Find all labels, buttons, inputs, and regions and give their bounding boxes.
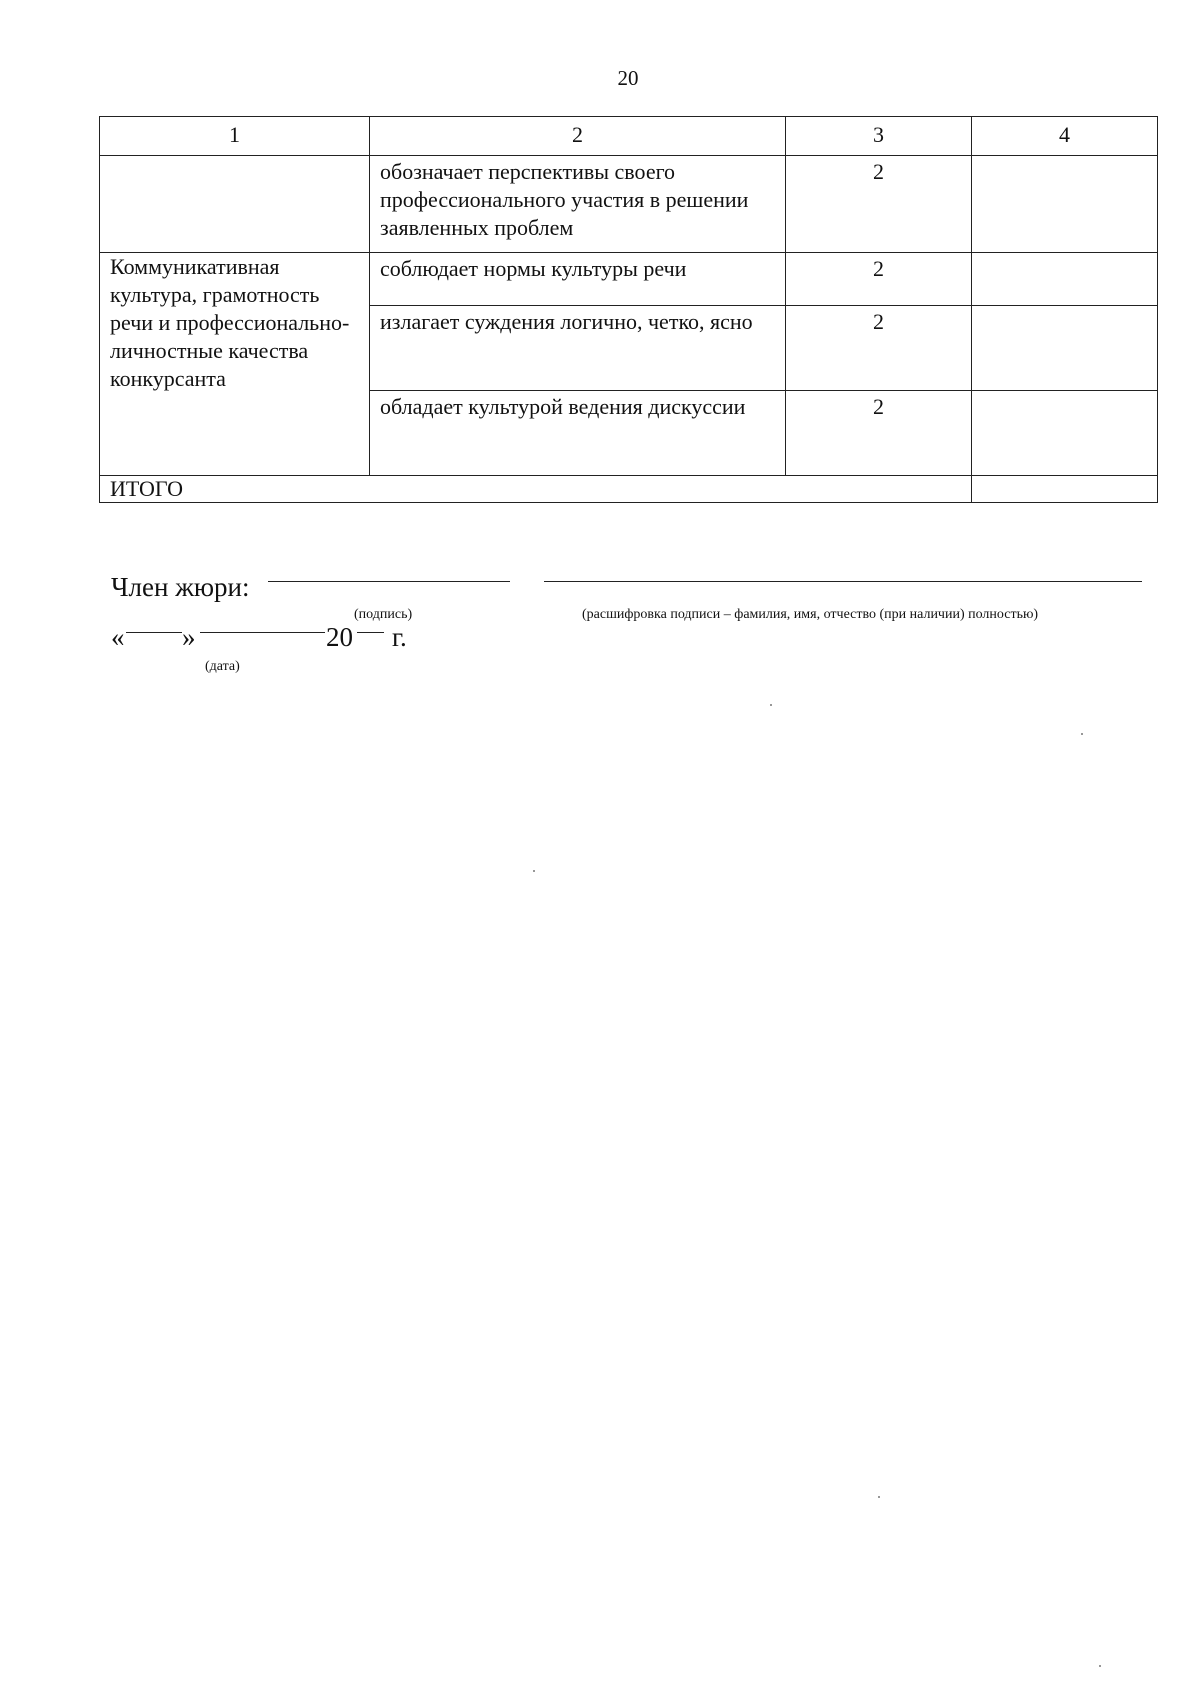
- scan-speck: [770, 704, 772, 706]
- day-line: [126, 632, 182, 633]
- mark-cell: [972, 306, 1158, 391]
- name-line: [544, 581, 1142, 582]
- total-row: [100, 476, 1158, 503]
- table-header-row: [100, 117, 1158, 156]
- mark-cell: [972, 391, 1158, 476]
- year-prefix: 20: [326, 622, 353, 652]
- table-row: [100, 253, 1158, 306]
- indicator-cell: излагает суждения логично, четко, ясно: [370, 306, 786, 391]
- name-caption: (расшифровка подписи – фамилия, имя, отчество (при наличии) полностью): [582, 607, 1039, 622]
- scan-speck: [878, 1496, 880, 1498]
- criterion-cell: Коммуникативная культура, грамотность речи и профессионально-личностные качества конкурсанта: [100, 253, 370, 476]
- jury-member-label: Член жюри:: [111, 572, 250, 602]
- signature-line: [268, 581, 510, 582]
- year-suffix: г.: [392, 622, 407, 652]
- table-row: [100, 156, 1158, 253]
- scan-speck: [533, 870, 535, 872]
- page-number: 20: [617, 66, 639, 90]
- total-label: ИТОГО: [100, 476, 972, 503]
- signature-caption: (подпись): [354, 607, 413, 622]
- total-value: [972, 476, 1158, 503]
- header-cell: 2: [370, 117, 786, 156]
- header-cell: 3: [786, 117, 972, 156]
- scan-speck: [1099, 1665, 1101, 1667]
- score-cell: 2: [786, 253, 972, 306]
- header-cell: 4: [972, 117, 1158, 156]
- score-cell: 2: [786, 306, 972, 391]
- date-close-quote: »: [182, 622, 196, 652]
- mark-cell: [972, 253, 1158, 306]
- month-line: [200, 632, 325, 633]
- scoring-table: [99, 116, 1158, 503]
- criterion-cell: [100, 156, 370, 253]
- scan-speck: [1081, 733, 1083, 735]
- indicator-cell: соблюдает нормы культуры речи: [370, 253, 786, 306]
- date-open-quote: «: [111, 622, 125, 652]
- date-caption: (дата): [205, 659, 240, 674]
- year-line: [357, 632, 384, 633]
- score-cell: 2: [786, 156, 972, 253]
- header-cell: 1: [100, 117, 370, 156]
- mark-cell: [972, 156, 1158, 253]
- indicator-cell: обозначает перспективы своего профессионального участия в решении заявленных проблем: [370, 156, 786, 253]
- indicator-cell: обладает культурой ведения дискуссии: [370, 391, 786, 476]
- score-cell: 2: [786, 391, 972, 476]
